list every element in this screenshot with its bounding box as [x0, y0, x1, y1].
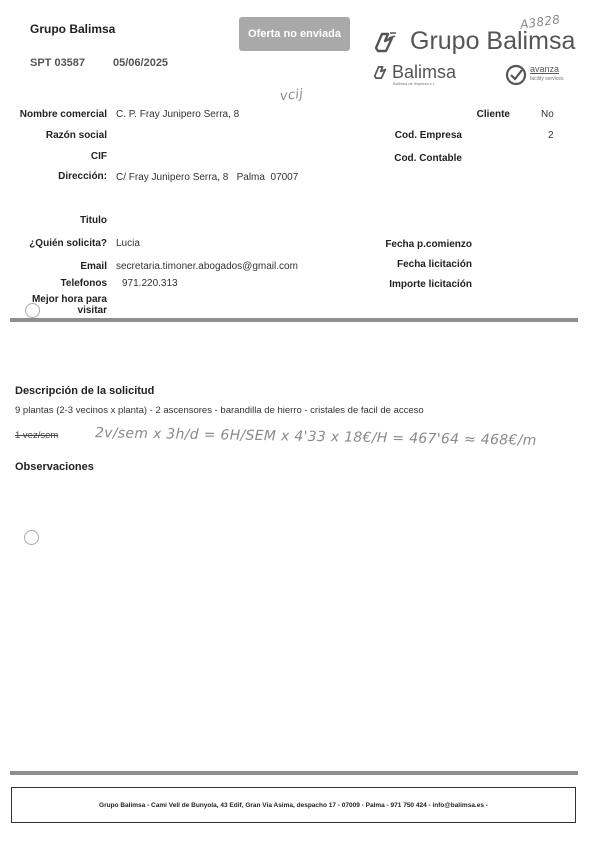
reference-number: SPT 03587 [30, 57, 86, 69]
label-cif: CIF [90, 151, 107, 162]
handwritten-calculation: 2v/sem x 3h/d = 6H/SEM x 4'33 x 18€/H = 467'64 ≈ 468€/m [94, 425, 537, 449]
document-date: 05/06/2025 [113, 57, 169, 69]
punch-hole [24, 530, 39, 545]
value-nombre-comercial: C. P. Fray Junipero Serra, 8 [116, 109, 240, 120]
section-title-observaciones: Observaciones [15, 461, 94, 473]
divider-top [10, 318, 578, 322]
label-titulo: Titulo [79, 215, 107, 226]
value-quien-solicita: Lucia [116, 238, 140, 249]
logo-avanza-text: avanza [530, 64, 560, 74]
handwritten-note: vcij [279, 86, 304, 105]
value-cliente: No [541, 109, 554, 120]
value-email: secretaria.timoner.abogados@gmail.com [116, 261, 298, 272]
value-cod-empresa: 2 [548, 130, 554, 141]
value-telefonos: 971.220.313 [122, 278, 178, 289]
logo-sub-text: Balimsa [392, 62, 457, 82]
label-mejor-hora: Mejor hora para visitar [31, 294, 107, 316]
footer-box [11, 787, 576, 823]
footer-text: Grupo Balimsa - Cami Vell de Bunyola, 43 Edif, Gran Via Asima, despacho 17 - 07009 - Palma - 971 750 424 - info@balimsa.es - [99, 801, 488, 809]
handwritten-code: A3828 [519, 12, 562, 32]
logo-main-text: Grupo Balimsa [410, 27, 576, 55]
label-quien-solicita: ¿Quién solicita? [29, 238, 107, 249]
label-cod-contable: Cod. Contable [394, 153, 462, 164]
balimsa-logo-icon [372, 30, 402, 55]
divider-bottom [10, 771, 578, 775]
balimsa-sub-logo-icon [372, 64, 392, 81]
label-fecha-licitacion: Fecha licitación [396, 259, 472, 270]
label-importe-licitacion: Importe licitación [389, 279, 472, 290]
value-direccion: C/ Fray Junipero Serra, 8 Palma 07007 [116, 172, 299, 183]
label-telefonos: Telefonos [60, 278, 107, 289]
label-fecha-comienzo: Fecha p.comienzo [385, 239, 472, 250]
punch-hole [25, 303, 40, 318]
label-direccion: Dirección: [58, 171, 107, 182]
label-email: Email [80, 261, 107, 272]
company-name: Grupo Balimsa [30, 22, 116, 36]
struck-text: 1 vez/sem [15, 430, 59, 441]
status-badge: Oferta no enviada [239, 17, 350, 51]
label-razon-social: Razón social [45, 130, 107, 141]
label-nombre-comercial: Nombre comercial [19, 109, 107, 120]
section-title-descripcion: Descripción de la solicitud [15, 385, 155, 397]
logo-avanza-tagline: facility services [530, 76, 564, 82]
logo-sub-tagline: Balimsa de limpieza s.l. [393, 81, 435, 86]
avanza-logo-icon [505, 64, 527, 86]
descripcion-text: 9 plantas (2-3 vecinos x planta) - 2 ascensores - barandilla de hierro - cristales de facil de acceso [15, 405, 424, 416]
label-cliente: Cliente [476, 109, 510, 120]
label-cod-empresa: Cod. Empresa [394, 130, 462, 141]
